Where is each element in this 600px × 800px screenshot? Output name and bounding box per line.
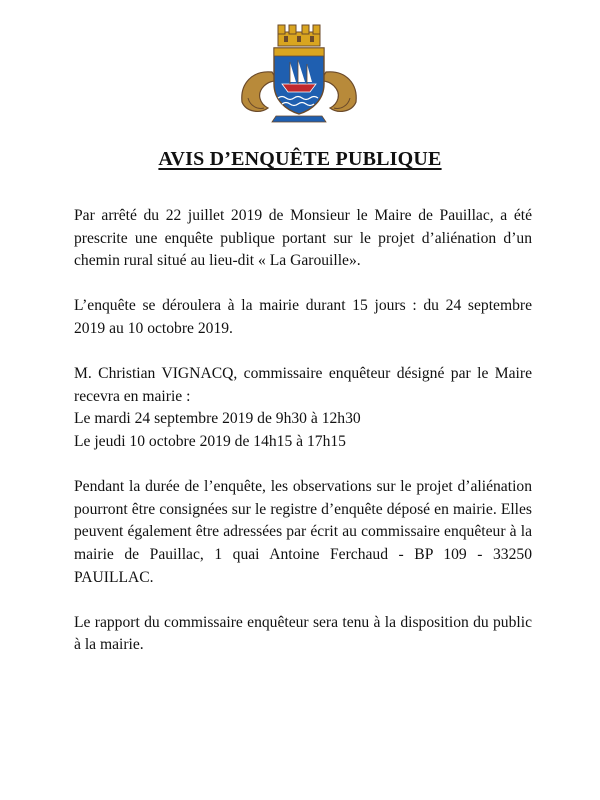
commissioner-text: M. Christian VIGNACQ, commissaire enquêteur désigné par le Maire recevra en mairie : (74, 365, 532, 405)
notice-paragraph-observations: Pendant la durée de l’enquête, les observations sur le projet d’aliénation pourront être consignées sur le registre d’enquête déposé en mairie. Elles peuvent également être adressées par écrit au commissaire enquêteur à la mairie de Pauillac, 1 quai Antoine Ferchaud - BP 109 - 33250 PAUILLAC. (74, 478, 532, 586)
notice-paragraph-dates: L’enquête se déroulera à la mairie durant 15 jours : du 24 septembre 2019 au 10 octobre 2019. (74, 297, 532, 337)
notice-paragraph-report: Le rapport du commissaire enquêteur sera tenu à la disposition du public à la mairie. (74, 613, 532, 654)
notice-title: AVIS D’ENQUÊTE PUBLIQUE (158, 148, 442, 170)
notice-body (74, 205, 532, 679)
permanence-line: Le jeudi 10 octobre 2019 de 14h15 à 17h15 (74, 432, 346, 450)
permanence-line: Le mardi 24 septembre 2019 de 9h30 à 12h30 (74, 410, 361, 428)
notice-paragraph-commissioner (74, 363, 532, 453)
notice-paragraph-decree: Par arrêté du 22 juillet 2019 de Monsieur le Maire de Pauillac, a été prescrite une enquête publique portant sur le projet d’aliénation d’un chemin rural situé au lieu-dit « La Garouille». (74, 207, 532, 270)
pauillac-coat-of-arms-icon (232, 22, 366, 124)
